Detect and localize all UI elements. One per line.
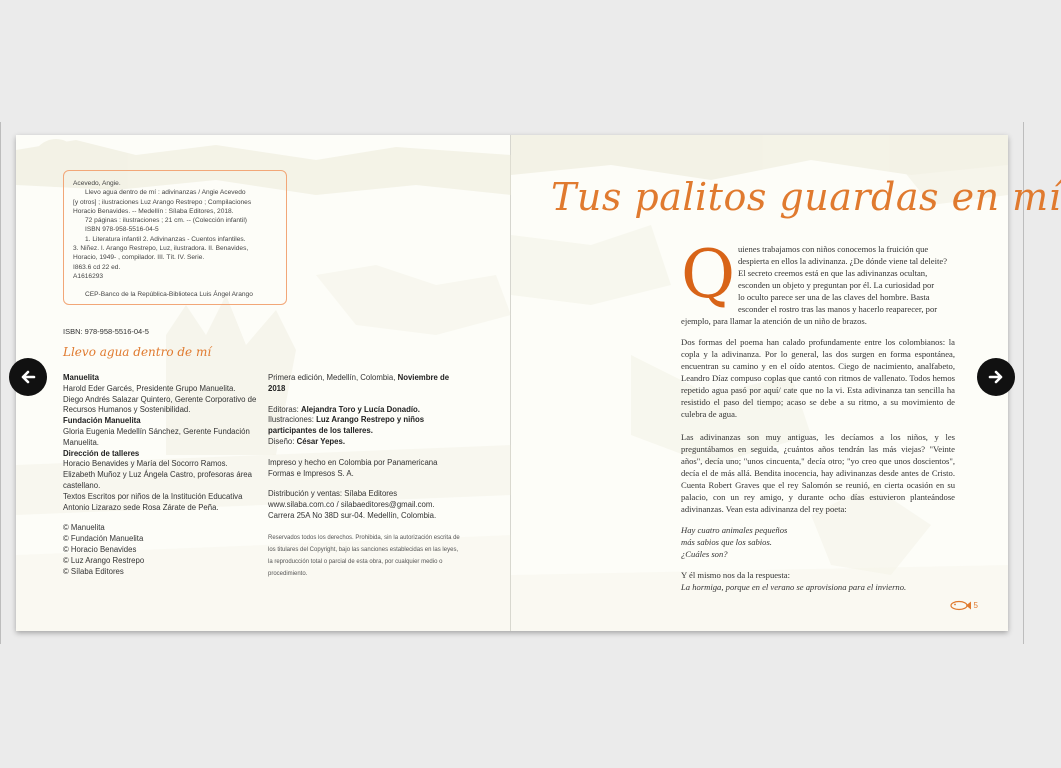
catalog-line: I863.6 cd 22 ed. bbox=[73, 263, 121, 271]
verse-line: ¿Cuáles son? bbox=[681, 549, 728, 559]
printing-info: Impreso y hecho en Colombia por Panamericana Formas e Impresos S. A. bbox=[268, 457, 438, 478]
arrow-left-icon bbox=[19, 368, 37, 386]
credit-entry: Horacio Benavides y María del Socorro Ramos. bbox=[63, 459, 228, 469]
copyright-line: © Horacio Benavides bbox=[63, 544, 137, 554]
catalog-cep: CEP-Banco de la República-Biblioteca Luis Ángel Arango bbox=[85, 291, 253, 299]
drop-cap: Q bbox=[681, 236, 736, 313]
paragraph-1: uienes trabajamos con niños conocemos la fruición que despierta en ellos la adivinanza. ¿De dónde viene tal deleite? El secreto creemos está en que las adivinanzas ocultan, esconden un objeto y preguntan por él. La curiosidad por lo oculto parece ser una de las claves del hombre. Basta esconder el rostro tras las manos y hacerlo reaparecer, por bbox=[738, 244, 948, 314]
credit-entry: Gloria Eugenia Medellín Sánchez, Gerente Fundación Manuelita. bbox=[63, 426, 250, 447]
catalog-line: 1. Literatura infantil 2. Adivinanzas - Cuentos infantiles. bbox=[85, 235, 246, 243]
credit-entry: Elizabeth Muñoz y Luz Ángela Castro, profesoras área castellano. bbox=[63, 470, 252, 490]
copyright-line: © Sílaba Editores bbox=[63, 566, 124, 576]
catalog-line: Horacio, 1949- , compilador. III. Tít. IV. Serie. bbox=[73, 254, 205, 262]
credits-heading: Fundación Manuelita bbox=[63, 416, 141, 426]
arrow-right-icon bbox=[987, 368, 1005, 386]
chapter-title: Tus palitos guardas en mí bbox=[551, 175, 1061, 219]
catalog-record-box bbox=[63, 170, 287, 305]
editors-info: Editoras: Alejandra Toro y Lucía Donadío. bbox=[268, 404, 420, 414]
credits-heading: Dirección de talleres bbox=[63, 448, 140, 458]
copyright-line: © Luz Arango Restrepo bbox=[63, 555, 145, 565]
book-spread bbox=[16, 135, 1061, 631]
catalog-line: 3. Niñez. I. Arango Restrepo, Luz, ilustradora. II. Benavides, bbox=[73, 245, 249, 253]
distribution-line: Distribución y ventas: Sílaba Editores bbox=[268, 489, 398, 499]
next-page-button[interactable] bbox=[977, 358, 1015, 396]
copyright-line: © Manuelita bbox=[63, 523, 105, 533]
catalog-line: 72 páginas : ilustraciones ; 21 cm. -- (Colección infantil) bbox=[85, 217, 247, 225]
book-title-small: Llevo agua dentro de mí bbox=[63, 345, 212, 359]
paragraph-1-tail: ejemplo, para llamar la atención de un niño de brazos. bbox=[681, 316, 867, 326]
catalog-line: Horacio Benavides. -- Medellín : Sílaba Editores, 2018. bbox=[73, 207, 234, 215]
edition-info: Primera edición, Medellín, Colombia, Noviembre de 2018 bbox=[268, 373, 450, 393]
left-page bbox=[16, 135, 511, 631]
credits-heading: Manuelita bbox=[63, 373, 99, 382]
fish-icon bbox=[950, 600, 972, 611]
credit-entry: Harold Eder Garcés, Presidente Grupo Manuelita. bbox=[63, 383, 236, 393]
design-info: Diseño: César Yepes. bbox=[268, 436, 346, 446]
right-page bbox=[511, 135, 1061, 631]
credit-entry: Textos Escritos por niños de la Institución Educativa Antonio Lizarazo sede Rosa Zárate de Peña. bbox=[63, 491, 243, 512]
riddle-verse bbox=[681, 524, 787, 560]
credit-entry: Diego Andrés Salazar Quintero, Gerente Corporativo de Recursos Humanos y Sostenibilidad. bbox=[63, 394, 257, 415]
distribution-line: Carrera 25A No 38D sur-04. Medellín, Colombia. bbox=[268, 510, 437, 520]
verse-line: Hay cuatro animales pequeños bbox=[681, 525, 788, 535]
paragraph-2: Dos formas del poema han calado profundamente entre los colombianos: la copla y la adivinanza. Por lo general, las dos surgen en forma espontánea, encuentran su camino y en el oído atentos. Ciego de nacimiento, analfabeto, Leandro Díaz compuso coplas que cantó con ritmos de vallenato. Todos hemos repetido agua pasó por aquí/ cate que no la vi. Esta adivinanza tan sencilla ha resistido el paso del tiempo; acaso se debe a su ritmo, a su movimiento de culebra de agua. bbox=[681, 337, 955, 419]
catalog-line: Llevo agua dentro de mí : adivinanzas / Angie Acevedo bbox=[85, 189, 246, 197]
catalog-line: A1616293 bbox=[73, 272, 104, 280]
copyright-line: © Fundación Manuelita bbox=[63, 534, 144, 544]
isbn-text: ISBN: 978-958-5516-04-5 bbox=[63, 327, 149, 336]
credits-left bbox=[63, 373, 263, 577]
credits-right bbox=[268, 373, 463, 580]
viewer-edge-left bbox=[0, 122, 1, 644]
page-number: 5 bbox=[950, 600, 978, 611]
verse-line: más sabios que los sabios. bbox=[681, 537, 772, 547]
catalog-line: ISBN 978-958-5516-04-5 bbox=[85, 226, 159, 234]
catalog-line: Acevedo, Angie. bbox=[73, 180, 121, 187]
rights-notice: Reservados todos los derechos. Prohibida, sin la autorización escrita de los titulares del Copyright, bajo las sanciones establecidas en las leyes, la reproducción total o parcial de esta obra, por cualquier medio o procedimiento. bbox=[268, 534, 460, 577]
catalog-line: [y otros] ; ilustraciones Luz Arango Restrepo ; Compilaciones bbox=[73, 198, 252, 206]
riddle-answer: Y él mismo nos da la respuesta: La hormiga, porque en el verano se aprovisiona para el invierno. bbox=[681, 570, 907, 592]
previous-page-button[interactable] bbox=[9, 358, 47, 396]
illustrations-info: Ilustraciones: Luz Arango Restrepo y niños participantes de los talleres. bbox=[268, 415, 425, 436]
paragraph-3: Las adivinanzas son muy antiguas, les decíamos a los niños, y les preguntábamos en seguida, ¿cuántos años tendrán las más viejas? "Veinte años", decía uno; "unos cincuenta," decía otro; "yo creo que unos doscientos", decía el de más allá. Bendita inocencia, hay adivinanzas desde antes de Cristo. Cuenta Robert Graves que el rey Salomón se reunió, en cierta ocasión en su palacio, con un rey amigo, y durante ocho días estuvieron planteándose adivinanzas. Vean esta adivinanza del rey poeta: bbox=[681, 432, 955, 514]
distribution-line: www.silaba.com.co / silabaeditores@gmail.com. bbox=[268, 500, 435, 510]
